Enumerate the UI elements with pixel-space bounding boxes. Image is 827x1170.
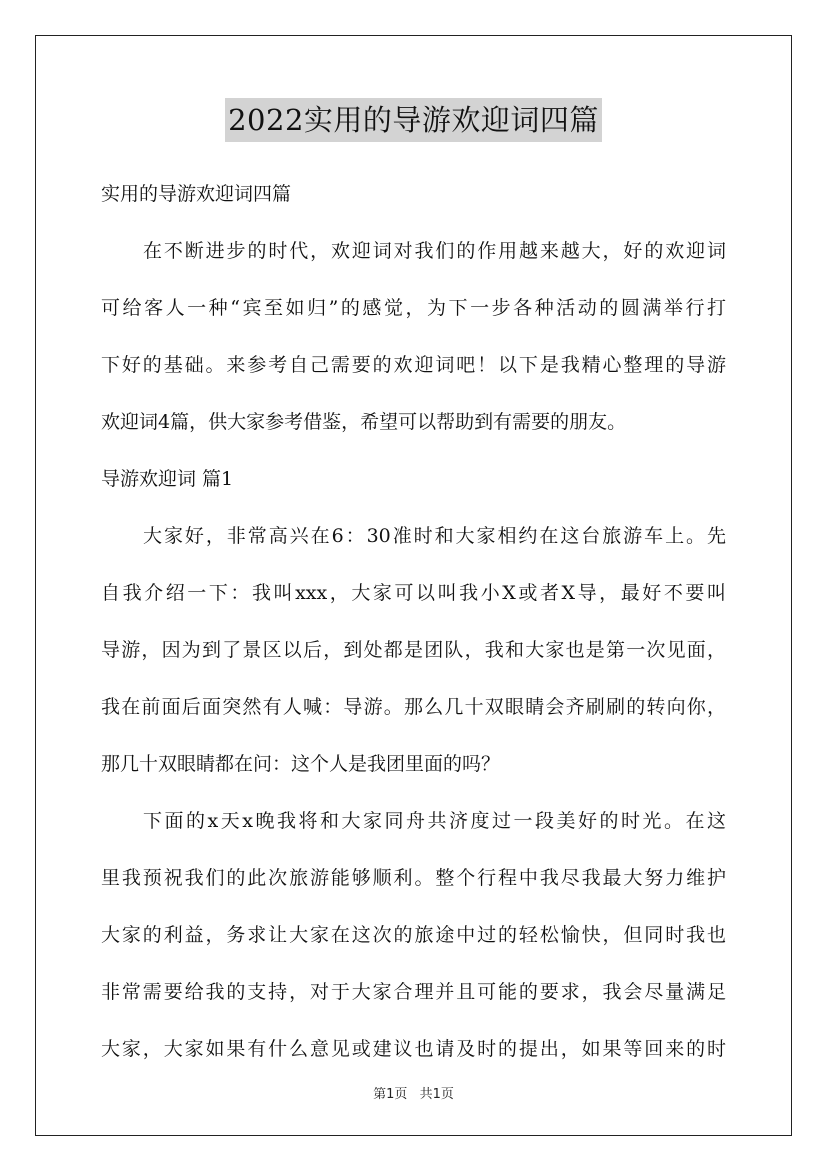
intro-line: 可给客人一种“宾至如归”的感觉，为下一步各种活动的圆满举行打 xyxy=(101,297,726,319)
page-number: 第1页 xyxy=(373,1087,408,1102)
paragraph2-line: 大家的利益，务求让大家在这次的旅途中过的轻松愉快，但同时我也 xyxy=(101,924,726,946)
intro-line: 欢迎词4篇，供大家参考借鉴，希望可以帮助到有需要的朋友。 xyxy=(101,411,627,433)
document-title: 2022实用的导游欢迎词四篇 xyxy=(225,98,602,142)
paragraph2-line: 里我预祝我们的此次旅游能够顺利。整个行程中我尽我最大努力维护 xyxy=(101,867,726,889)
document-title-block xyxy=(0,98,827,142)
paragraph1-line: 那几十双眼睛都在问：这个人是我团里面的吗？ xyxy=(101,753,501,775)
page-total: 共1页 xyxy=(419,1087,454,1102)
paragraph2-line: 大家，大家如果有什么意见或建议也请及时的提出，如果等回来的时 xyxy=(101,1038,726,1060)
paragraph1-line: 我在前面后面突然有人喊：导游。那么几十双眼睛会齐刷刷的转向你， xyxy=(101,696,726,718)
paragraph1-line: 导游，因为到了景区以后，到处都是团队，我和大家也是第一次见面， xyxy=(101,639,726,661)
intro-line: 下好的基础。来参考自己需要的欢迎词吧！以下是我精心整理的导游 xyxy=(101,354,726,376)
paragraph1-line: 大家好，非常高兴在6：30准时和大家相约在这台旅游车上。先 xyxy=(143,525,726,547)
page-footer xyxy=(0,1083,827,1102)
paragraph1-line: 自我介绍一下：我叫xxx，大家可以叫我小X或者X导，最好不要叫 xyxy=(101,582,726,604)
document-body xyxy=(101,166,726,1078)
paragraph2-line: 下面的x天x晚我将和大家同舟共济度过一段美好的时光。在这 xyxy=(143,810,726,832)
section-heading: 导游欢迎词 篇1 xyxy=(101,468,234,490)
document-subtitle: 实用的导游欢迎词四篇 xyxy=(101,183,292,205)
paragraph2-line: 非常需要给我的支持，对于大家合理并且可能的要求，我会尽量满足 xyxy=(101,981,726,1003)
intro-line: 在不断进步的时代，欢迎词对我们的作用越来越大，好的欢迎词 xyxy=(143,240,726,262)
